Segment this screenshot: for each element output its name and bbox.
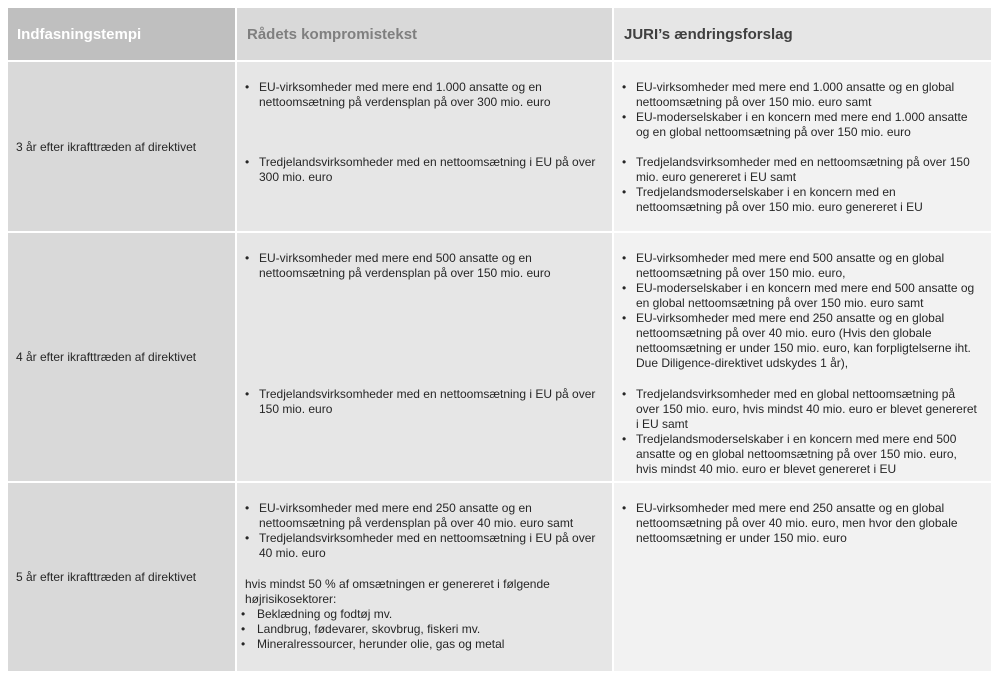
- list-item: • Landbrug, fødevarer, skovbrug, fiskeri mv.: [237, 622, 600, 637]
- list-item: • EU-moderselskaber i en koncern med mere end 1.000 ansatte og en global nettoomsætning på over 150 mio. euro: [614, 110, 979, 140]
- council-cell: [237, 62, 614, 233]
- list-item: • EU-virksomheder med mere end 1.000 ansatte og en nettoomsætning på verdensplan på over 300 mio. euro: [237, 80, 600, 110]
- bullet-list: [614, 501, 979, 546]
- header-juri: JURI’s ændringsforslag: [614, 8, 991, 62]
- council-cell: [237, 233, 614, 483]
- bullet-list: [237, 387, 600, 417]
- list-item: • EU-virksomheder med mere end 250 ansatte og en global nettoomsætning på over 40 mio. euro, men hvor den globale nettoomsætning er under 150 mio. euro: [614, 501, 979, 546]
- list-item: • EU-virksomheder med mere end 1.000 ansatte og en global nettoomsætning på over 150 mio. euro samt: [614, 80, 979, 110]
- juri-cell: [614, 233, 991, 483]
- list-item: • Tredjelandsvirksomheder med en nettoomsætning i EU på over 150 mio. euro: [237, 387, 600, 417]
- phase-cell: 4 år efter ikrafttræden af direktivet: [8, 233, 237, 483]
- list-item: • EU-virksomheder med mere end 250 ansatte og en nettoomsætning på verdensplan på over 40 mio. euro samt: [237, 501, 600, 531]
- list-item: • EU-virksomheder med mere end 500 ansatte og en nettoomsætning på verdensplan på over 150 mio. euro: [237, 251, 600, 281]
- header-phase: Indfasningstempi: [8, 8, 237, 62]
- council-cell: [237, 483, 614, 673]
- bullet-list: [614, 80, 979, 140]
- juri-cell: [614, 62, 991, 233]
- bullet-list: [614, 387, 979, 477]
- list-item: • Tredjelandsmoderselskaber i en koncern med en nettoomsætning på over 150 mio. euro genereret i EU: [614, 185, 979, 215]
- list-item: • EU-moderselskaber i en koncern med mere end 500 ansatte og en global nettoomsætning på over 150 mio. euro samt: [614, 281, 979, 311]
- juri-cell: [614, 483, 991, 673]
- bullet-list: [237, 501, 600, 561]
- list-item: • Tredjelandsvirksomheder med en nettoomsætning i EU på over 300 mio. euro: [237, 155, 600, 185]
- phase-cell: 5 år efter ikrafttræden af direktivet: [8, 483, 237, 673]
- bullet-list: [237, 155, 600, 185]
- sector-list: [237, 607, 600, 652]
- list-item: • Tredjelandsmoderselskaber i en koncern med mere end 500 ansatte og en global nettoomsætning på over 150 mio. euro, hvis mindst 40 mio. euro er blevet genereret i EU: [614, 432, 979, 477]
- comparison-table: [8, 8, 991, 673]
- list-item: • Beklædning og fodtøj mv.: [237, 607, 600, 622]
- list-item: • Tredjelandsvirksomheder med en nettoomsætning i EU på over 40 mio. euro: [237, 531, 600, 561]
- bullet-list: [237, 80, 600, 110]
- list-item: • Mineralressourcer, herunder olie, gas og metal: [237, 637, 600, 652]
- list-item: • Tredjelandsvirksomheder med en nettoomsætning på over 150 mio. euro genereret i EU samt: [614, 155, 979, 185]
- phase-cell: 3 år efter ikrafttræden af direktivet: [8, 62, 237, 233]
- list-item: • EU-virksomheder med mere end 500 ansatte og en global nettoomsætning på over 150 mio. euro,: [614, 251, 979, 281]
- bullet-list: [237, 251, 600, 281]
- bullet-list: [614, 251, 979, 371]
- list-item: • Tredjelandsvirksomheder med en global nettoomsætning på over 150 mio. euro, hvis mindst 40 mio. euro er blevet genereret i EU samt: [614, 387, 979, 432]
- header-council: Rådets kompromistekst: [237, 8, 614, 62]
- sector-note: hvis mindst 50 % af omsætningen er genereret i følgende højrisikosektorer:: [245, 577, 550, 606]
- bullet-list: [614, 155, 979, 215]
- list-item: • EU-virksomheder med mere end 250 ansatte og en global nettoomsætning på over 40 mio. euro (Hvis den globale nettoomsætning er under 150 mio. euro, kan forpligtelserne iht. Due Diligence-direktivet udskydes 1 år),: [614, 311, 979, 371]
